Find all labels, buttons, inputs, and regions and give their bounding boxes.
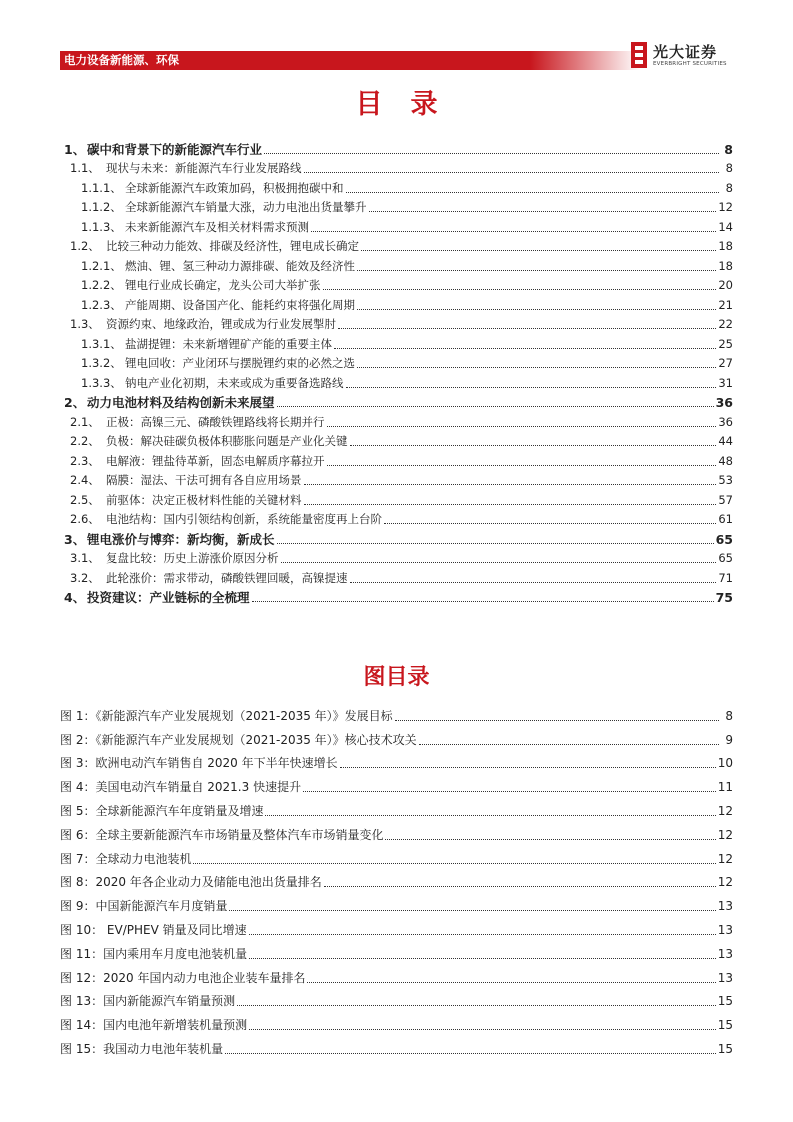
- toc-entry[interactable]: [60, 196, 733, 216]
- toc-entry[interactable]: [60, 391, 733, 411]
- figure-entry-page: 15: [717, 994, 733, 1009]
- toc-entry-number: 1.2.1、: [81, 258, 122, 273]
- toc-entry-label: [60, 142, 264, 157]
- toc-entry[interactable]: [60, 566, 733, 586]
- figure-entry-page: 13: [717, 899, 733, 914]
- toc-entry[interactable]: [60, 215, 733, 235]
- dot-leader: [324, 886, 716, 887]
- toc-entry-page: 18: [718, 239, 733, 253]
- figure-entry-label: 图 10： EV/PHEV 销量及同比增速: [60, 922, 247, 937]
- toc-entry-number: 1.1.1、: [81, 180, 122, 195]
- toc-entry-number: 3.2、: [70, 570, 100, 585]
- toc-entry[interactable]: [60, 157, 733, 177]
- page-header: [60, 38, 733, 72]
- figure-entry[interactable]: [60, 890, 733, 914]
- toc-entry[interactable]: [60, 274, 733, 294]
- toc-entry-number: 1.3.1、: [81, 336, 122, 351]
- dot-leader: [303, 791, 716, 792]
- figure-entry-page: 12: [717, 875, 733, 890]
- dot-leader: [323, 289, 717, 290]
- toc-entry[interactable]: [60, 254, 733, 274]
- toc-entry-text: 隔膜：湿法、干法可拥有各自应用场景: [106, 473, 302, 487]
- toc-entry[interactable]: [60, 293, 733, 313]
- toc-entry-page: 20: [718, 278, 733, 292]
- figure-entry[interactable]: [60, 914, 733, 938]
- toc-entry-label: [81, 181, 346, 196]
- toc-entry[interactable]: [60, 352, 733, 372]
- figure-entry-label: 图 15：我国动力电池年装机量: [60, 1041, 224, 1056]
- toc-entry-page: 53: [718, 473, 733, 487]
- logo-text-cn: 光大证券: [653, 43, 718, 61]
- toc-entry-label: [81, 376, 346, 391]
- dot-leader: [340, 767, 716, 768]
- figure-entry[interactable]: [60, 724, 733, 748]
- toc-entry[interactable]: [60, 547, 733, 567]
- toc-entry-page: 12: [718, 200, 733, 214]
- figure-entry-page: 9: [719, 733, 733, 748]
- toc-entry[interactable]: [60, 508, 733, 528]
- dot-leader: [249, 1029, 716, 1030]
- figure-entry-page: 15: [717, 1018, 733, 1033]
- toc-entry-number: 1.1、: [70, 161, 100, 175]
- toc-entry-label: [70, 239, 361, 254]
- figure-entry-page: 11: [717, 780, 733, 795]
- toc-entry-page: 61: [718, 512, 733, 526]
- figure-entry-page: 12: [717, 851, 733, 866]
- toc-entry-number: 4、: [64, 590, 86, 605]
- toc-entry-page: 31: [718, 375, 733, 390]
- toc-entry-label: [81, 278, 323, 293]
- toc-entry-text: 此轮涨价：需求带动，磷酸铁锂回暖，高镍提速: [106, 570, 348, 585]
- figures-title: 图目录: [363, 665, 430, 690]
- toc-entry-number: 2.6、: [70, 512, 100, 526]
- figure-entry-page: 8: [719, 709, 733, 724]
- toc-entry-label: [70, 415, 327, 430]
- toc-entry-number: 1.1.3、: [81, 219, 122, 234]
- toc-entry-number: 1.3.3、: [81, 375, 122, 390]
- figure-entry[interactable]: [60, 748, 733, 772]
- toc-entry[interactable]: [60, 449, 733, 469]
- figure-entry-label: 图 7：全球动力电池装机: [60, 851, 192, 866]
- dot-leader: [249, 958, 716, 959]
- dot-leader: [229, 910, 715, 911]
- figure-entry-label: 图 14：国内电池年新增装机量预测: [60, 1018, 248, 1033]
- toc-entry-label: [70, 317, 338, 332]
- figure-entry-label: 图 4：美国电动汽车销量自 2021.3 快速提升: [60, 780, 302, 795]
- figure-entry-page: 13: [717, 922, 733, 937]
- toc-entry-text: 比较三种动力能效、排碳及经济性，锂电成长确定: [106, 239, 359, 253]
- toc-entry-number: 2、: [64, 395, 86, 410]
- figure-entry-label: 图 11：国内乘用车月度电池装机量: [60, 946, 248, 961]
- toc-entry[interactable]: [60, 371, 733, 391]
- toc-entry-page: 65: [718, 551, 733, 565]
- dot-leader: [225, 1053, 716, 1054]
- toc-entry-label: [81, 200, 369, 215]
- dot-leader: [338, 328, 716, 329]
- toc-entry-label: [60, 590, 252, 605]
- dot-leader: [193, 863, 715, 864]
- toc-entry-number: 2.1、: [70, 414, 100, 429]
- dot-leader: [385, 839, 715, 840]
- toc-entry-label: [70, 454, 327, 469]
- dot-leader: [334, 348, 716, 349]
- dot-leader: [384, 523, 716, 524]
- toc-entry-text: 资源约束、地缘政治，锂或成为行业发展掣肘: [106, 317, 336, 331]
- dot-leader: [350, 445, 717, 446]
- dot-leader: [249, 934, 716, 935]
- toc-entry-text: 现状与未来：新能源汽车行业发展路线: [106, 161, 302, 175]
- toc-entry-page: 75: [715, 590, 733, 605]
- toc-title: 目录: [355, 89, 466, 120]
- dot-leader: [419, 744, 719, 745]
- toc-entry-page: 65: [715, 531, 733, 547]
- toc-entry-number: 1.3、: [70, 317, 100, 331]
- toc-entry-number: 3、: [64, 531, 86, 547]
- toc-entry-label: [81, 259, 357, 274]
- figure-entry[interactable]: [60, 819, 733, 843]
- toc-entry-number: 2.4、: [70, 473, 100, 487]
- dot-leader: [304, 172, 720, 173]
- toc-entry[interactable]: [60, 488, 733, 508]
- toc-entry-label: [70, 473, 304, 488]
- toc-entry-number: 1.3.2、: [81, 356, 122, 370]
- everbright-logo: [629, 38, 733, 72]
- figure-entry[interactable]: [60, 867, 733, 891]
- dot-leader: [264, 153, 719, 154]
- toc-entry-text: 碳中和背景下的新能源汽车行业: [87, 141, 263, 157]
- toc-entry[interactable]: [60, 313, 733, 333]
- toc-entry-text: 正极：高镍三元、磷酸铁锂路线将长期并行: [106, 414, 325, 429]
- dot-leader: [361, 250, 716, 251]
- figure-entry[interactable]: [60, 843, 733, 867]
- toc-entry-page: 22: [718, 317, 733, 331]
- figure-entry-page: 13: [717, 970, 733, 985]
- toc-entry-number: 1、: [64, 141, 86, 157]
- toc-entry[interactable]: [60, 586, 733, 606]
- logo-text-en: EVERBRIGHT SECURITIES: [653, 61, 727, 67]
- toc-entry-label: [81, 298, 357, 313]
- toc-entry-page: 8: [719, 161, 733, 176]
- toc-entry[interactable]: [60, 137, 733, 157]
- dot-leader: [304, 484, 717, 485]
- toc-entry[interactable]: [60, 332, 733, 352]
- figure-entry[interactable]: [60, 1009, 733, 1033]
- figure-entry[interactable]: [60, 1033, 733, 1057]
- figure-entry-label: 图 13：国内新能源汽车销量预测: [60, 994, 236, 1009]
- toc-entry-page: 14: [718, 219, 733, 234]
- dot-leader: [304, 504, 717, 505]
- dot-leader: [357, 367, 716, 368]
- dot-leader: [350, 582, 717, 583]
- toc-entry-page: 18: [718, 258, 733, 273]
- toc-entry-text: 负极：解决硅碳负极体积膨胀问题是产业化关键: [106, 434, 348, 448]
- list-of-figures: [60, 700, 733, 1057]
- figure-entry-label: 图 9：中国新能源汽车月度销量: [60, 899, 228, 914]
- toc-entry[interactable]: [60, 469, 733, 489]
- toc-entry-text: 全球新能源汽车政策加码，积极拥抱碳中和: [125, 180, 344, 195]
- table-of-contents: [60, 137, 733, 605]
- toc-entry-number: 3.1、: [70, 551, 100, 565]
- toc-entry-number: 2.2、: [70, 434, 100, 448]
- toc-entry-page: 36: [718, 414, 733, 429]
- dot-leader: [281, 562, 717, 563]
- dot-leader: [346, 387, 717, 388]
- logo-mark-icon: [629, 40, 649, 70]
- banner-fade: [530, 51, 640, 70]
- figure-entry-page: 12: [717, 803, 733, 818]
- dot-leader: [265, 815, 715, 816]
- toc-entry-label: [70, 551, 281, 566]
- toc-entry-label: [81, 220, 311, 235]
- toc-entry-label: [81, 337, 334, 352]
- toc-entry[interactable]: [60, 176, 733, 196]
- toc-entry-text: 燃油、锂、氢三种动力源排碳、能效及经济性: [125, 258, 355, 273]
- figure-entry-page: 12: [717, 827, 733, 842]
- toc-entry[interactable]: [60, 527, 733, 547]
- figure-entry-page: 13: [717, 946, 733, 961]
- toc-entry-page: 57: [718, 492, 733, 507]
- dot-leader: [395, 720, 719, 721]
- toc-entry-text: 锂电行业成长确定，龙头公司大举扩张: [125, 278, 321, 292]
- toc-entry-page: 71: [718, 570, 733, 585]
- toc-entry-number: 1.2.3、: [81, 297, 122, 312]
- toc-entry-label: [70, 161, 304, 176]
- dot-leader: [327, 426, 717, 427]
- toc-entry-text: 前驱体：决定正极材料性能的关键材料: [106, 492, 302, 507]
- section-banner: 电力设备新能源、环保: [60, 51, 530, 70]
- toc-entry-page: 25: [718, 336, 733, 351]
- figure-entry[interactable]: [60, 938, 733, 962]
- toc-entry-page: 27: [718, 356, 733, 370]
- dot-leader: [252, 601, 714, 602]
- toc-entry-text: 钠电产业化初期，未来或成为重要备选路线: [125, 375, 344, 390]
- figure-entry-label: 图 6：全球主要新能源汽车市场销量及整体汽车市场销量变化: [60, 827, 384, 842]
- toc-entry-page: 44: [718, 434, 733, 448]
- toc-entry-text: 锂电回收：产业闭环与摆脱锂约束的必然之选: [125, 356, 355, 370]
- dot-leader: [277, 543, 714, 544]
- figure-entry[interactable]: [60, 795, 733, 819]
- figure-entry-label: 图 12：2020 年国内动力电池企业装车量排名: [60, 970, 306, 985]
- toc-entry-text: 锂电涨价与博弈：新均衡，新成长: [87, 531, 275, 547]
- toc-entry[interactable]: [60, 430, 733, 450]
- toc-entry-label: [81, 356, 357, 371]
- dot-leader: [277, 406, 714, 407]
- toc-entry-text: 未来新能源汽车及相关材料需求预测: [125, 219, 309, 234]
- toc-entry-text: 电解液：锂盐待革新，固态电解质序幕拉开: [106, 453, 325, 468]
- figure-entry-label: 图 8：2020 年各企业动力及储能电池出货量排名: [60, 875, 322, 890]
- toc-entry[interactable]: [60, 410, 733, 430]
- figure-entry-page: 15: [717, 1041, 733, 1056]
- toc-entry-text: 产能周期、设备国产化、能耗约束将强化周期: [125, 297, 355, 312]
- toc-entry-text: 复盘比较：历史上游涨价原因分析: [106, 551, 279, 565]
- figure-entry[interactable]: [60, 986, 733, 1010]
- toc-entry-number: 1.2.2、: [81, 278, 122, 292]
- dot-leader: [369, 211, 717, 212]
- toc-entry-number: 2.5、: [70, 492, 100, 507]
- toc-entry-text: 盐湖提锂：未来新增锂矿产能的重要主体: [125, 336, 332, 351]
- figure-entry-page: 10: [717, 756, 733, 771]
- toc-entry-number: 1.2、: [70, 239, 100, 253]
- toc-entry-page: 36: [715, 395, 733, 410]
- toc-entry-page: 21: [718, 297, 733, 312]
- dot-leader: [327, 465, 717, 466]
- dot-leader: [357, 309, 716, 310]
- toc-entry-page: 8: [719, 142, 733, 157]
- dot-leader: [307, 982, 715, 983]
- figure-entry[interactable]: [60, 962, 733, 986]
- figure-entry[interactable]: [60, 700, 733, 724]
- toc-entry-label: [60, 395, 277, 410]
- dot-leader: [237, 1005, 716, 1006]
- toc-entry-text: 电池结构：国内引领结构创新，系统能量密度再上台阶: [106, 512, 382, 526]
- toc-entry-number: 1.1.2、: [81, 200, 122, 214]
- figure-entry-label: 图 2：《新能源汽车产业发展规划（2021-2035 年）》核心技术攻关: [60, 732, 417, 747]
- toc-entry-label: [70, 493, 304, 508]
- toc-entry-label: [70, 571, 350, 586]
- figure-entry-label: 图 3：欧洲电动汽车销售自 2020 年下半年快速增长: [60, 756, 338, 771]
- toc-entry-page: 48: [718, 453, 733, 468]
- toc-entry[interactable]: [60, 235, 733, 255]
- dot-leader: [346, 192, 720, 193]
- figure-entry-label: 图 5：全球新能源汽车年度销量及增速: [60, 803, 264, 818]
- toc-entry-text: 投资建议：产业链标的全梳理: [87, 590, 250, 605]
- toc-entry-label: [60, 532, 277, 547]
- toc-entry-number: 2.3、: [70, 453, 100, 468]
- figure-entry-label: 图 1：《新能源汽车产业发展规划（2021-2035 年）》发展目标: [60, 708, 393, 723]
- dot-leader: [311, 231, 716, 232]
- figure-entry[interactable]: [60, 771, 733, 795]
- toc-entry-text: 全球新能源汽车销量大涨，动力电池出货量攀升: [125, 200, 367, 214]
- dot-leader: [357, 270, 716, 271]
- toc-entry-label: [70, 512, 384, 527]
- toc-entry-label: [70, 434, 350, 449]
- toc-entry-text: 动力电池材料及结构创新未来展望: [87, 395, 275, 410]
- toc-entry-page: 8: [719, 181, 733, 196]
